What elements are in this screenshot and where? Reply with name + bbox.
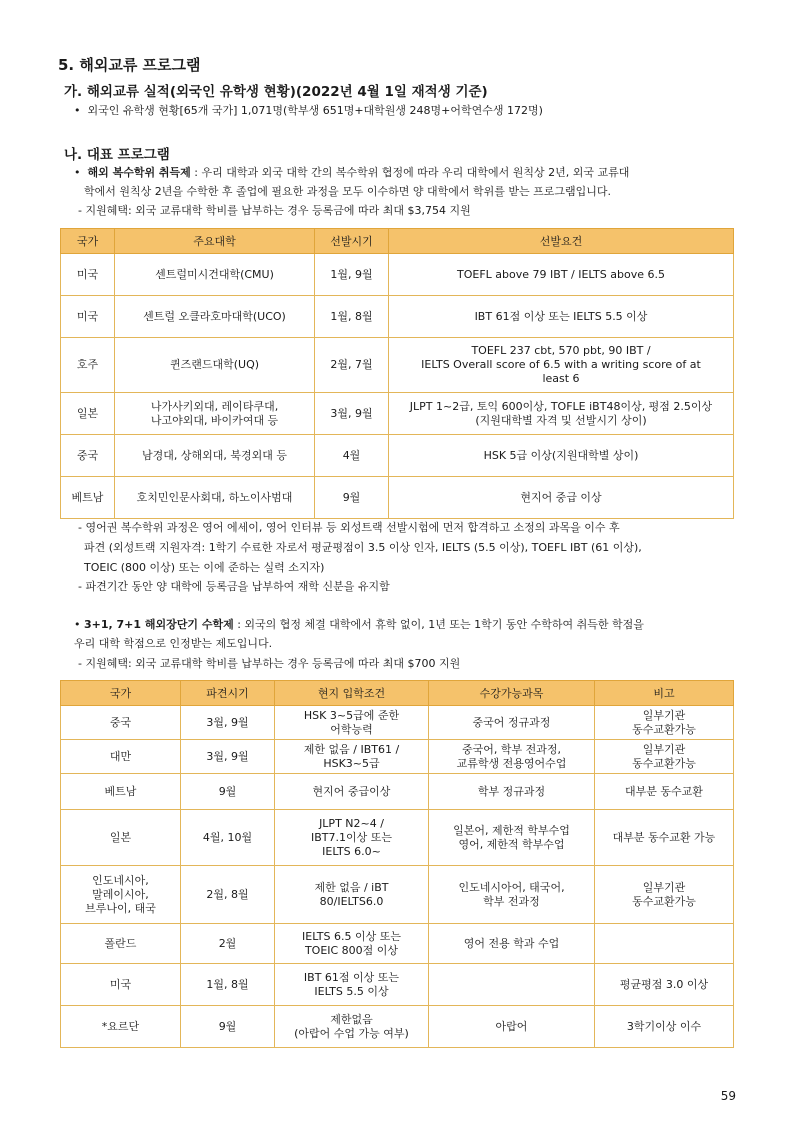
- cell-line: 어학능력: [330, 722, 373, 736]
- table-cell: [389, 254, 734, 296]
- table-header-row: [61, 229, 734, 254]
- cell-line: HSK 3~5급에 준한: [303, 708, 400, 722]
- table-row: [61, 706, 734, 740]
- cell-line: JLPT 1~2급, 토익 600이상, TOFLE iBT48이상, 평점 2.5이상: [409, 399, 713, 413]
- table-row: [61, 296, 734, 338]
- table-cell: 남경대, 상해외대, 북경외대 등: [115, 435, 315, 477]
- table-cell: 9월: [181, 1006, 275, 1048]
- table-row: [61, 393, 734, 435]
- table-row: [61, 338, 734, 393]
- table-cell: [389, 435, 734, 477]
- cell-line: 아랍어: [495, 1019, 528, 1033]
- subsection-a-title: 가. 해외교류 실적(외국인 유학생 현황)(2022년 4월 1일 재적생 기준): [64, 84, 488, 100]
- cell-line: 폴란드: [104, 936, 137, 950]
- table-cell: [61, 740, 181, 774]
- page-number: 59: [720, 1089, 736, 1103]
- cell-line: 제한 없음 / IBT61 /: [303, 742, 400, 756]
- cell-line: 중국어 정규과정: [472, 715, 551, 729]
- table-cell: [595, 706, 734, 740]
- cell-line: IELTS 5.5 이상: [314, 984, 389, 998]
- table-cell: 일본: [61, 393, 115, 435]
- cell-line: 제한 없음 / iBT: [314, 880, 389, 894]
- cell-line: 일본: [109, 830, 132, 844]
- table-cell: [61, 866, 181, 924]
- table-row: [61, 866, 734, 924]
- double-degree-label: 해외 복수학위 취득제: [87, 166, 191, 179]
- table-cell: 3월, 9월: [181, 740, 275, 774]
- cell-line: 동수교환가능: [632, 894, 696, 908]
- cell-line: 일본어, 제한적 학부수업: [453, 823, 570, 837]
- column-header: 현지 입학조건: [275, 681, 429, 706]
- table-cell: [389, 393, 734, 435]
- cell-line: 동수교환가능: [632, 756, 696, 770]
- column-header: 선발시기: [315, 229, 389, 254]
- table-cell: [429, 1006, 595, 1048]
- cell-line: 현지어 중급이상: [312, 784, 391, 798]
- cell-line: 교류학생 전용영어수업: [456, 756, 567, 770]
- table-cell: 2월, 7월: [315, 338, 389, 393]
- cell-line: 학부 전과정: [483, 894, 540, 908]
- table-cell: [429, 964, 595, 1006]
- table-cell: [429, 866, 595, 924]
- note-english-track-line3: TOEIC (800 이상) 또는 이에 준하는 실력 소지자): [84, 561, 325, 574]
- cell-line: 일부기관: [642, 708, 686, 722]
- cell-line: HSK3~5급: [323, 756, 380, 770]
- table-cell: [429, 924, 595, 964]
- cell-line: IBT 61점 이상 또는 IELTS 5.5 이상: [474, 309, 648, 323]
- cell-line: 미국: [109, 977, 132, 991]
- double-degree-benefit: - 지원혜택: 외국 교류대학 학비를 납부하는 경우 등록금에 따라 최대 $3,754 지원: [78, 204, 471, 217]
- table-header-row: [61, 681, 734, 706]
- cell-line: 대부분 동수교환 가능: [612, 830, 716, 844]
- column-header: 선발요건: [389, 229, 734, 254]
- cell-line: 현지어 중급 이상: [520, 490, 602, 504]
- table-cell: 센트럴 오클라호마대학(UCO): [115, 296, 315, 338]
- table-cell: [275, 774, 429, 810]
- cell-line: 일부기관: [642, 742, 686, 756]
- cell-line: JLPT N2~4 /: [319, 816, 384, 830]
- study-abroad-benefit: - 지원혜택: 외국 교류대학 학비를 납부하는 경우 등록금에 따라 최대 $700 지원: [78, 657, 461, 670]
- section-title: 5. 해외교류 프로그램: [58, 56, 201, 74]
- table-cell: 호치민인문사회대, 하노이사범대: [115, 477, 315, 519]
- table-cell: [389, 338, 734, 393]
- paragraph-study-abroad-line2: 우리 대학 학점으로 인정받는 제도입니다.: [74, 637, 273, 650]
- table-cell: 9월: [315, 477, 389, 519]
- cell-line: 대부분 동수교환: [625, 784, 703, 798]
- table-row: [61, 810, 734, 866]
- cell-line: TOEIC 800점 이상: [304, 943, 399, 957]
- table-cell: [595, 866, 734, 924]
- cell-line: IBT7.1이상 또는: [310, 830, 392, 844]
- table-cell: 센트럴미시건대학(CMU): [115, 254, 315, 296]
- table-cell: 9월: [181, 774, 275, 810]
- table-cell: [275, 866, 429, 924]
- subsection-b-title: 나. 대표 프로그램: [64, 147, 170, 163]
- table-cell: [595, 964, 734, 1006]
- cell-line: 동수교환가능: [632, 722, 696, 736]
- table-cell: 미국: [61, 296, 115, 338]
- table-cell: [61, 810, 181, 866]
- table-cell: [61, 964, 181, 1006]
- table-cell: 호주: [61, 338, 115, 393]
- note-english-track-line2: 파견 (외성트랙 지원자격: 1학기 수료한 자로서 평균평점이 3.5 이상 인자, IELTS (5.5 이상), TOEFL IBT (61 이상),: [84, 541, 642, 554]
- study-abroad-table: [60, 680, 734, 1048]
- column-header: 비고: [595, 681, 734, 706]
- table-cell: [595, 1006, 734, 1048]
- double-degree-table: [60, 228, 734, 519]
- table-cell: 3월, 9월: [315, 393, 389, 435]
- table-cell: [61, 924, 181, 964]
- table-cell: 중국: [61, 435, 115, 477]
- table-cell: 미국: [61, 254, 115, 296]
- cell-line: TOEFL above 79 IBT / IELTS above 6.5: [457, 267, 665, 281]
- table-cell: [275, 740, 429, 774]
- table-cell: 1월, 8월: [181, 964, 275, 1006]
- cell-line: *요르단: [101, 1019, 140, 1033]
- cell-line: IELTS 6.5 이상 또는: [302, 929, 401, 943]
- cell-line: HSK 5급 이상(지원대학별 상이): [483, 448, 639, 462]
- table-cell: 4월, 10월: [181, 810, 275, 866]
- bullet-international-students: • 외국인 유학생 현황[65개 국가] 1,071명(학부생 651명+대학원생 248명+어학연수생 172명): [74, 104, 543, 117]
- cell-line: 일부기관: [642, 880, 686, 894]
- table-row: [61, 964, 734, 1006]
- cell-line: 제한없음: [330, 1012, 373, 1026]
- cell-line: 중국어, 학부 전과정,: [462, 742, 561, 756]
- note-english-track-line1: - 영어권 복수학위 과정은 영어 에세이, 영어 인터뷰 등 외성트랙 선발시험에 먼저 합격하고 소정의 과목을 이수 후: [78, 521, 620, 534]
- table-cell: [115, 393, 315, 435]
- table-cell: 1월, 9월: [315, 254, 389, 296]
- table-cell: 2월, 8월: [181, 866, 275, 924]
- table-cell: 베트남: [61, 477, 115, 519]
- table-row: [61, 1006, 734, 1048]
- table-cell: [275, 964, 429, 1006]
- cell-line: 대만: [109, 749, 132, 763]
- table-cell: [61, 706, 181, 740]
- table-cell: [429, 706, 595, 740]
- cell-line: IELTS 6.0~: [322, 844, 381, 858]
- table-cell: [275, 706, 429, 740]
- column-header: 국가: [61, 681, 181, 706]
- paragraph-double-degree-line2: 학에서 원칙상 2년을 수학한 후 졸업에 필요한 과정을 모두 이수하면 양 대학에서 학위를 받는 프로그램입니다.: [84, 185, 611, 198]
- cell-line: 영어, 제한적 학부수업: [458, 837, 565, 851]
- table-cell: 2월: [181, 924, 275, 964]
- table-cell: 3월, 9월: [181, 706, 275, 740]
- cell-line: least 6: [542, 372, 580, 385]
- cell-line: 80/IELTS6.0: [319, 894, 384, 908]
- table-cell: 1월, 8월: [315, 296, 389, 338]
- column-header: 파견시기: [181, 681, 275, 706]
- cell-line: 말레이시아,: [92, 887, 149, 901]
- table-cell: [61, 774, 181, 810]
- table-cell: [389, 477, 734, 519]
- study-abroad-label: 3+1, 7+1 해외장단기 수학제: [84, 618, 234, 631]
- cell-line: 베트남: [104, 784, 137, 798]
- paragraph-double-degree-line1: • 해외 복수학위 취득제 : 우리 대학과 외국 대학 간의 복수학위 협정에 따라 우리 대학에서 원칙상 2년, 외국 교류대: [74, 166, 630, 179]
- table-cell: [429, 740, 595, 774]
- table-cell: 퀸즈랜드대학(UQ): [115, 338, 315, 393]
- cell-line: 학부 정규과정: [477, 784, 546, 798]
- cell-line: TOEFL 237 cbt, 570 pbt, 90 IBT /: [471, 344, 651, 357]
- note-enrollment: - 파견기간 동안 양 대학에 등록금을 납부하여 재학 신분을 유지함: [78, 580, 390, 593]
- cell-line: 평균평점 3.0 이상: [619, 977, 709, 991]
- table-row: [61, 477, 734, 519]
- table-row: [61, 254, 734, 296]
- table-cell: [595, 740, 734, 774]
- column-header: 수강가능과목: [429, 681, 595, 706]
- column-header: 국가: [61, 229, 115, 254]
- cell-line: 나고야외대, 바이카여대 등: [150, 413, 279, 427]
- cell-line: 인도네시아어, 태국어,: [458, 880, 565, 894]
- cell-line: IBT 61점 이상 또는: [303, 970, 400, 984]
- column-header: 주요대학: [115, 229, 315, 254]
- table-cell: [429, 774, 595, 810]
- cell-line: 나가사키외대, 레이타쿠대,: [150, 399, 279, 413]
- table-cell: [275, 924, 429, 964]
- table-row: [61, 774, 734, 810]
- table-cell: [275, 1006, 429, 1048]
- cell-line: (아랍어 수업 가능 여부): [294, 1026, 409, 1040]
- table-cell: [275, 810, 429, 866]
- table-cell: 4월: [315, 435, 389, 477]
- cell-line: IELTS Overall score of 6.5 with a writing score of at: [421, 358, 701, 371]
- table-cell: [595, 924, 734, 964]
- cell-line: 브루나이, 태국: [85, 901, 156, 915]
- table-row: [61, 740, 734, 774]
- cell-line: (지원대학별 자격 및 선발시기 상이): [475, 413, 647, 427]
- paragraph-study-abroad-line1: • 3+1, 7+1 해외장단기 수학제 : 외국의 협정 체결 대학에서 휴학 없이, 1년 또는 1학기 동안 수학하여 취득한 학점을: [74, 618, 644, 631]
- cell-line: 인도네시아,: [92, 873, 149, 887]
- table-row: [61, 435, 734, 477]
- table-cell: [595, 774, 734, 810]
- cell-line: 중국: [109, 715, 132, 729]
- table-cell: [595, 810, 734, 866]
- table-row: [61, 924, 734, 964]
- cell-line: 3학기이상 이수: [626, 1019, 702, 1033]
- table-cell: [429, 810, 595, 866]
- table-cell: [61, 1006, 181, 1048]
- table-cell: [389, 296, 734, 338]
- cell-line: 영어 전용 학과 수업: [463, 936, 560, 950]
